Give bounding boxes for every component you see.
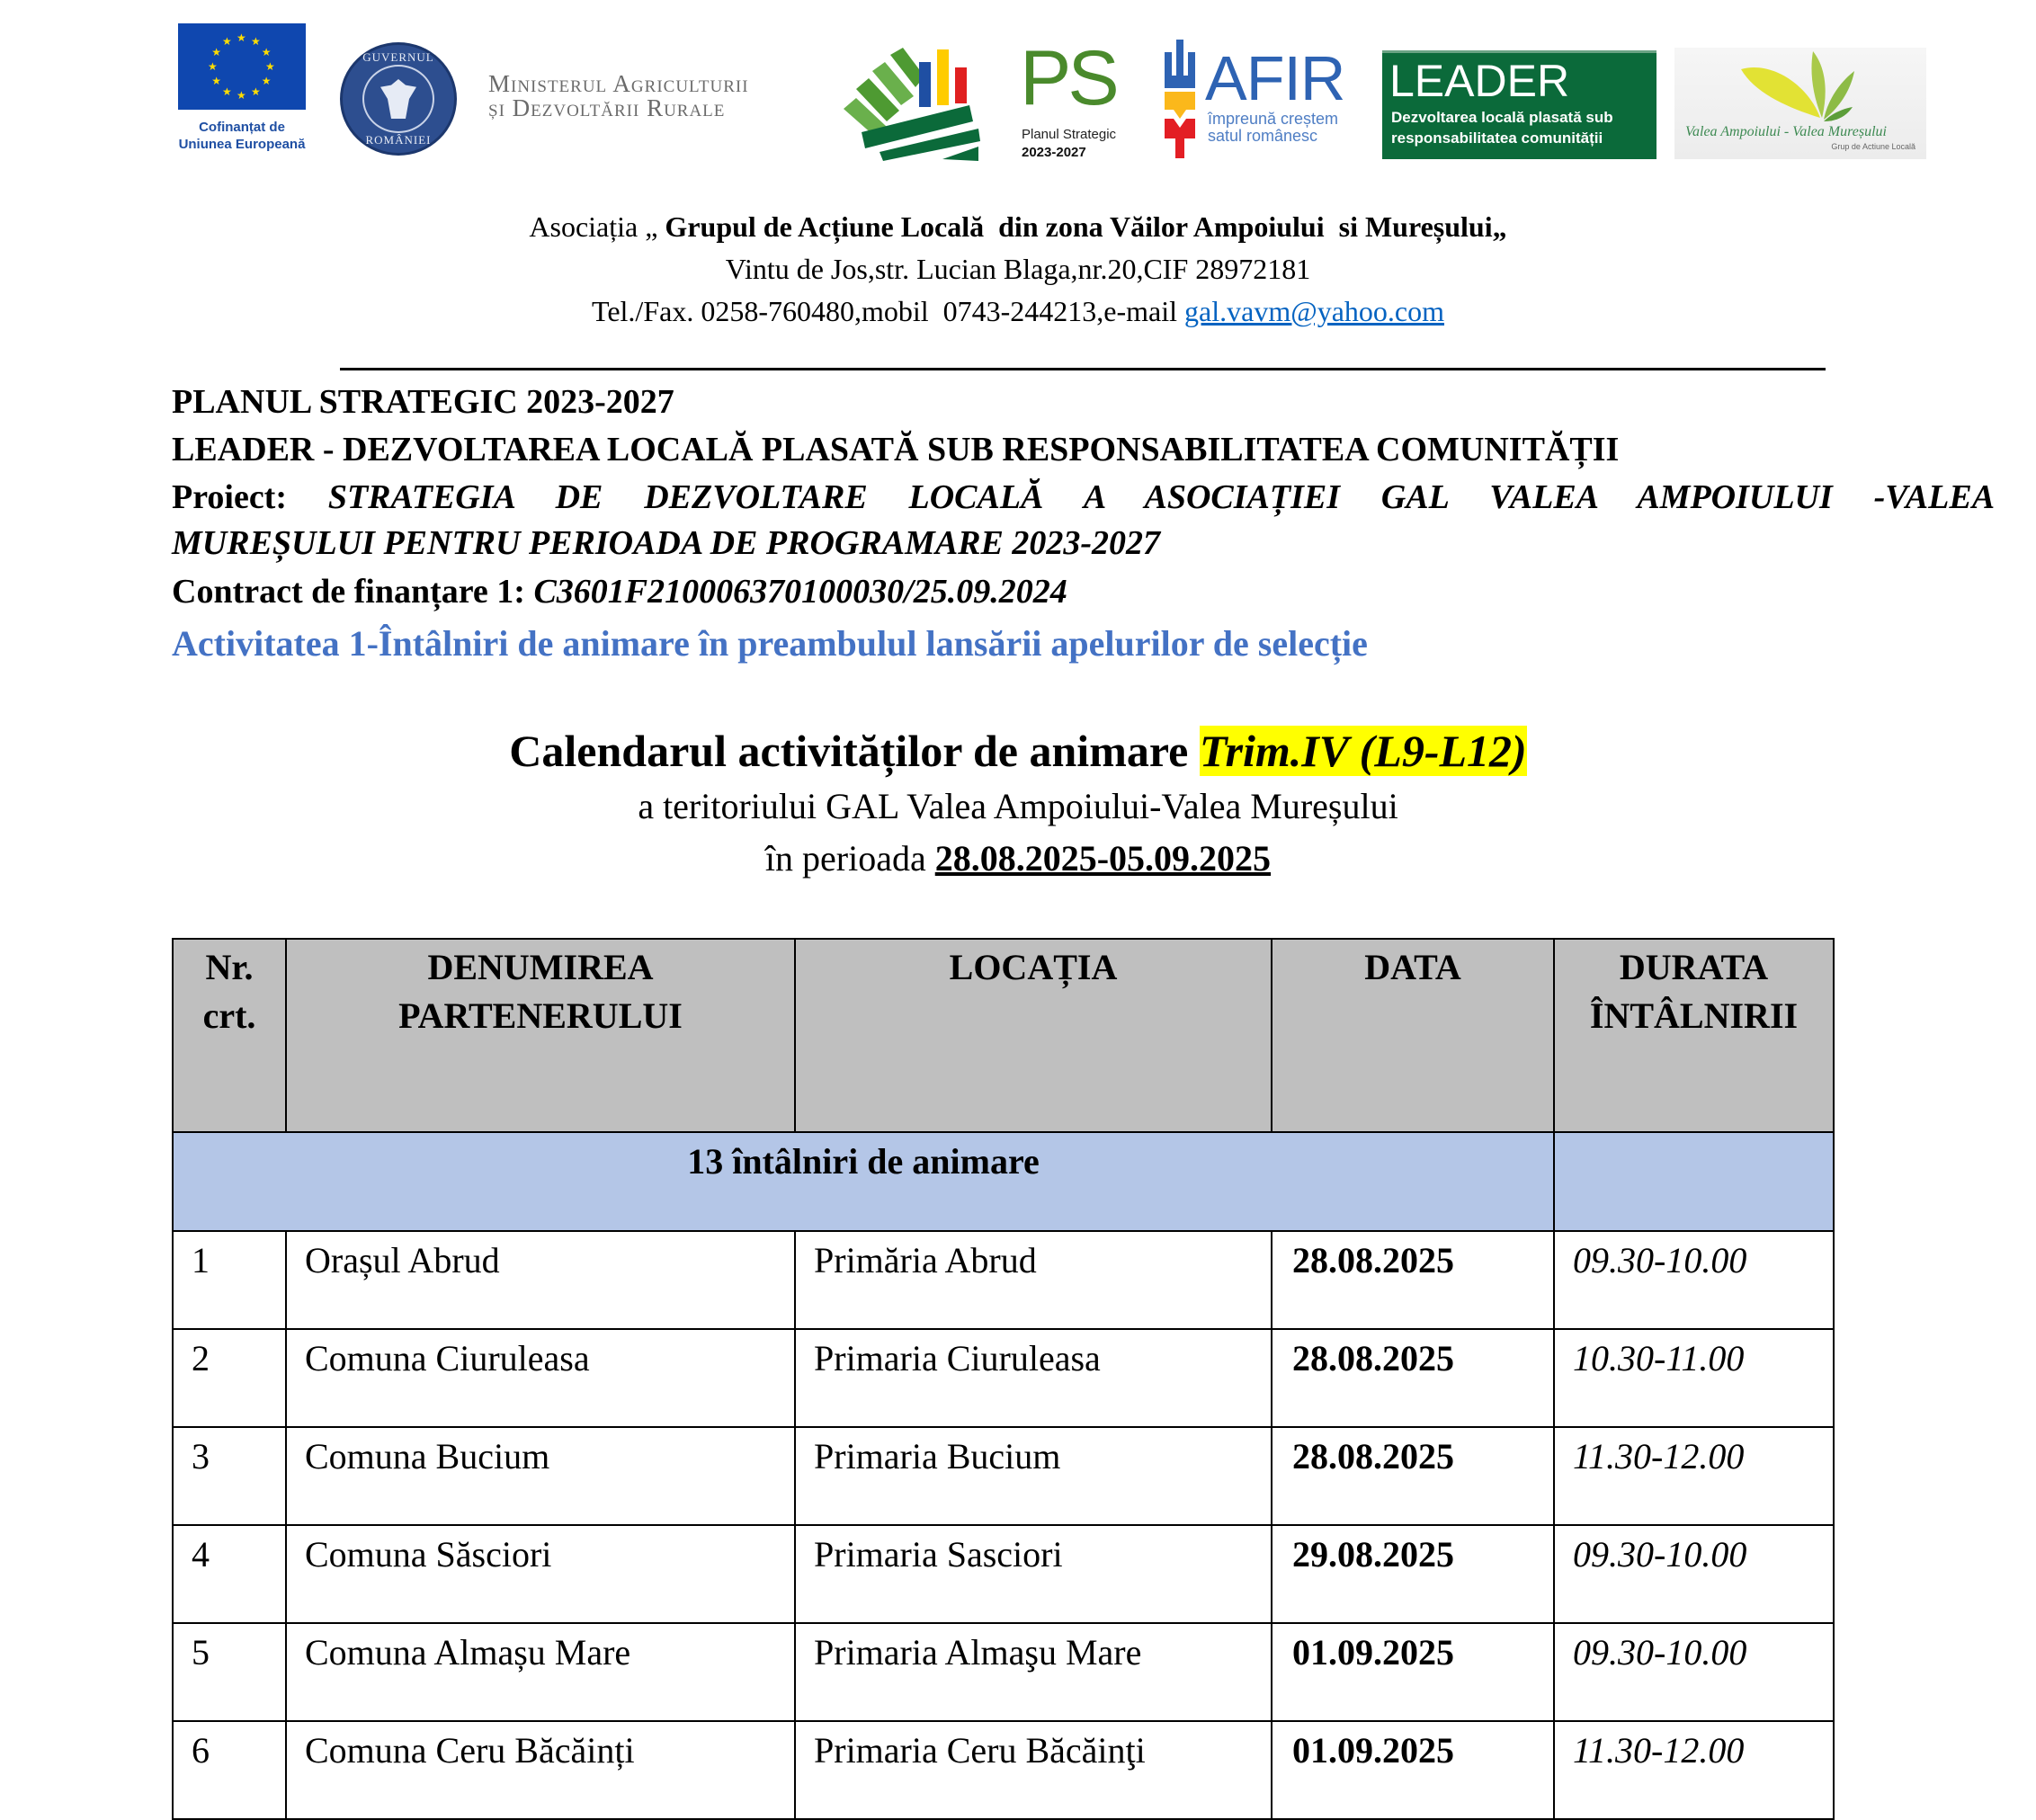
project-line2: MUREȘULUI PENTRU PERIOADA DE PROGRAMARE 2023-2027 xyxy=(172,524,1161,562)
cell-location: Primaria Ciuruleasa xyxy=(795,1329,1272,1427)
table-row xyxy=(173,1525,1834,1623)
cell-duration: 11.30-12.00 xyxy=(1554,1721,1834,1819)
cell-date: 28.08.2025 xyxy=(1272,1427,1554,1525)
cell-partner: Comuna Bucium xyxy=(286,1427,795,1525)
cell-location: Primaria Almaşu Mare xyxy=(795,1623,1272,1721)
table-row xyxy=(173,1623,1834,1721)
header-divider xyxy=(340,368,1826,370)
contract-line xyxy=(172,571,1067,612)
cell-partner: Comuna Almașu Mare xyxy=(286,1623,795,1721)
project-title-words xyxy=(328,478,1995,516)
cell-nr: 6 xyxy=(173,1721,286,1819)
project-line1 xyxy=(172,477,1995,518)
project-title-word: -VALEA xyxy=(1873,478,1996,516)
eu-star-icon: ★ xyxy=(211,46,222,58)
calendar-title-text: Calendarul activităților de animare xyxy=(509,726,1200,776)
calendar-title xyxy=(0,725,2036,777)
cell-date: 28.08.2025 xyxy=(1272,1231,1554,1329)
project-title-word: GAL xyxy=(1380,478,1449,516)
email-link[interactable]: gal.vavm@yahoo.com xyxy=(1184,295,1444,327)
cell-duration: 09.30-10.00 xyxy=(1554,1525,1834,1623)
cell-partner: Comuna Ciuruleasa xyxy=(286,1329,795,1427)
table-row xyxy=(173,1231,1834,1329)
header-partner xyxy=(286,939,795,1132)
leader-subtitle-line2: responsabilitatea comunității xyxy=(1391,129,1603,147)
leader-subtitle xyxy=(1391,107,1613,148)
cell-partner: Comuna Ceru Băcăinți xyxy=(286,1721,795,1819)
project-title-word: ASOCIAȚIEI xyxy=(1144,478,1341,516)
animation-schedule-table xyxy=(172,938,1835,1820)
project-title-word: STRATEGIA xyxy=(327,478,514,516)
gal-valea-logo xyxy=(1674,48,1926,159)
calendar-period-line xyxy=(0,837,2036,880)
leader-subtitle-line1: Dezvoltarea locală plasată sub xyxy=(1391,109,1613,126)
government-seal-logo xyxy=(340,42,457,156)
eu-cofinancing-caption xyxy=(162,119,322,153)
project-label: Proiect: xyxy=(172,478,287,516)
gal-valea-title: Valea Ampoiului - Valea Mureșului xyxy=(1685,124,1887,139)
header-nr-line2: crt. xyxy=(202,995,256,1036)
group-row xyxy=(173,1132,1834,1231)
association-name-line xyxy=(0,210,2036,244)
header-duration-line1: DURATA xyxy=(1619,947,1769,987)
header-nr xyxy=(173,939,286,1132)
header-partner-line2: PARTENERULUI xyxy=(398,995,683,1036)
eu-star-icon: ★ xyxy=(208,60,218,73)
association-name: Grupul de Acțiune Locală din zona Văilor Ampoiului si Mureșului„ xyxy=(665,210,1507,243)
activity-heading: Activitatea 1-Întâlniri de animare în preambulul lansării apelurilor de selecție xyxy=(172,623,1368,664)
ministry-line1: Ministerul Agriculturii xyxy=(488,70,749,97)
afir-wheat-icon xyxy=(1163,40,1197,158)
header-duration-line2: ÎNTÂLNIRII xyxy=(1589,995,1799,1036)
eu-star-icon: ★ xyxy=(261,46,272,58)
cell-location: Primaria Sasciori xyxy=(795,1525,1272,1623)
afir-tagline xyxy=(1208,111,1338,145)
project-title-word: VALEA xyxy=(1489,478,1597,516)
cell-date: 29.08.2025 xyxy=(1272,1525,1554,1623)
leader-logo xyxy=(1382,50,1656,159)
association-contact-line xyxy=(0,294,2036,328)
cell-location: Primaria Ceru Băcăinţi xyxy=(795,1721,1272,1819)
eu-star-icon: ★ xyxy=(265,60,275,73)
contract-number: C3601F210006370100030/25.09.2024 xyxy=(533,573,1067,611)
afir-tagline-line2: satul românesc xyxy=(1208,127,1318,145)
eu-star-icon: ★ xyxy=(261,75,272,87)
header-partner-line1: DENUMIREA xyxy=(427,947,654,987)
eu-star-icon: ★ xyxy=(251,35,261,49)
group-empty-cell xyxy=(1554,1132,1834,1231)
contact-phones: Tel./Fax. 0258-760480,mobil 0743-244213,e-mail xyxy=(592,295,1185,327)
eu-caption-line1: Cofinanțat de xyxy=(199,120,285,135)
cell-partner: Comuna Săsciori xyxy=(286,1525,795,1623)
eu-star-icon: ★ xyxy=(222,35,232,49)
table-row xyxy=(173,1721,1834,1819)
quarter-highlight: Trim.IV (L9-L12) xyxy=(1199,726,1527,776)
ministry-line2: și Dezvoltării Rurale xyxy=(488,94,726,121)
header-location: LOCAȚIA xyxy=(795,939,1272,1132)
table-row xyxy=(173,1329,1834,1427)
cell-date: 01.09.2025 xyxy=(1272,1721,1554,1819)
header-nr-line1: Nr. xyxy=(205,947,254,987)
project-title-word: AMPOIULUI xyxy=(1637,478,1833,516)
cell-duration: 11.30-12.00 xyxy=(1554,1427,1834,1525)
eu-star-icon: ★ xyxy=(251,85,261,98)
header-duration xyxy=(1554,939,1834,1132)
association-address: Vintu de Jos,str. Lucian Blaga,nr.20,CIF 28972181 xyxy=(725,253,1311,285)
cell-nr: 4 xyxy=(173,1525,286,1623)
ps-strategic-plan-graphic xyxy=(844,46,996,161)
leaves-icon xyxy=(1737,51,1863,123)
cell-location: Primaria Bucium xyxy=(795,1427,1272,1525)
ps-stripes-icon xyxy=(844,48,980,161)
afir-tagline-line1: împreună creștem xyxy=(1208,110,1339,128)
afir-wordmark: AFIR xyxy=(1205,43,1345,113)
eu-flag-logo xyxy=(178,23,306,110)
project-title-word: LOCALĂ xyxy=(908,478,1044,516)
eu-star-icon: ★ xyxy=(211,75,222,87)
cell-duration: 10.30-11.00 xyxy=(1554,1329,1834,1427)
cell-duration: 09.30-10.00 xyxy=(1554,1231,1834,1329)
ministry-logo-text xyxy=(488,72,749,120)
cell-date: 28.08.2025 xyxy=(1272,1329,1554,1427)
period-dates: 28.08.2025-05.09.2025 xyxy=(934,838,1272,879)
cell-partner: Orașul Abrud xyxy=(286,1231,795,1329)
cell-date: 01.09.2025 xyxy=(1272,1623,1554,1721)
eu-star-icon: ★ xyxy=(237,89,246,102)
calendar-subtitle: a teritoriului GAL Valea Ampoiului-Valea Mureșului xyxy=(638,786,1398,826)
cell-nr: 3 xyxy=(173,1427,286,1525)
table-header-row xyxy=(173,939,1834,1132)
eu-star-icon: ★ xyxy=(237,31,246,44)
project-title-word: DEZVOLTARE xyxy=(644,478,868,516)
cell-nr: 1 xyxy=(173,1231,286,1329)
leader-title: LEADER xyxy=(1389,56,1570,106)
association-prefix: Asociația „ xyxy=(529,210,665,243)
leader-heading: LEADER - DEZVOLTAREA LOCALĂ PLASATĂ SUB RESPONSABILITATEA COMUNITĂȚII xyxy=(172,431,1620,468)
header-date: DATA xyxy=(1272,939,1554,1132)
cell-nr: 2 xyxy=(173,1329,286,1427)
cell-duration: 09.30-10.00 xyxy=(1554,1623,1834,1721)
period-prefix: în perioada xyxy=(764,838,935,879)
gal-valea-subtitle: Grup de Actiune Locală xyxy=(1831,142,1915,151)
eu-star-icon: ★ xyxy=(222,85,232,98)
project-title-word: DE xyxy=(555,478,603,516)
ps-letters: PS xyxy=(1020,35,1116,121)
strategic-plan-heading: PLANUL STRATEGIC 2023-2027 xyxy=(172,383,674,421)
table-row xyxy=(173,1427,1834,1525)
project-title-word: A xyxy=(1083,478,1105,516)
group-label: 13 întâlniri de animare xyxy=(173,1132,1554,1231)
ps-caption-years: 2023-2027 xyxy=(1022,145,1086,160)
cell-location: Primăria Abrud xyxy=(795,1231,1272,1329)
seal-text-bottom: ROMÂNIEI xyxy=(365,133,432,147)
seal-text-top: GUVERNUL xyxy=(362,50,434,64)
contract-label: Contract de finanțare 1: xyxy=(172,573,534,611)
cell-nr: 5 xyxy=(173,1623,286,1721)
eu-caption-line2: Uniunea Europeană xyxy=(178,137,306,152)
ps-caption-planul-strategic: Planul Strategic xyxy=(1022,127,1117,142)
